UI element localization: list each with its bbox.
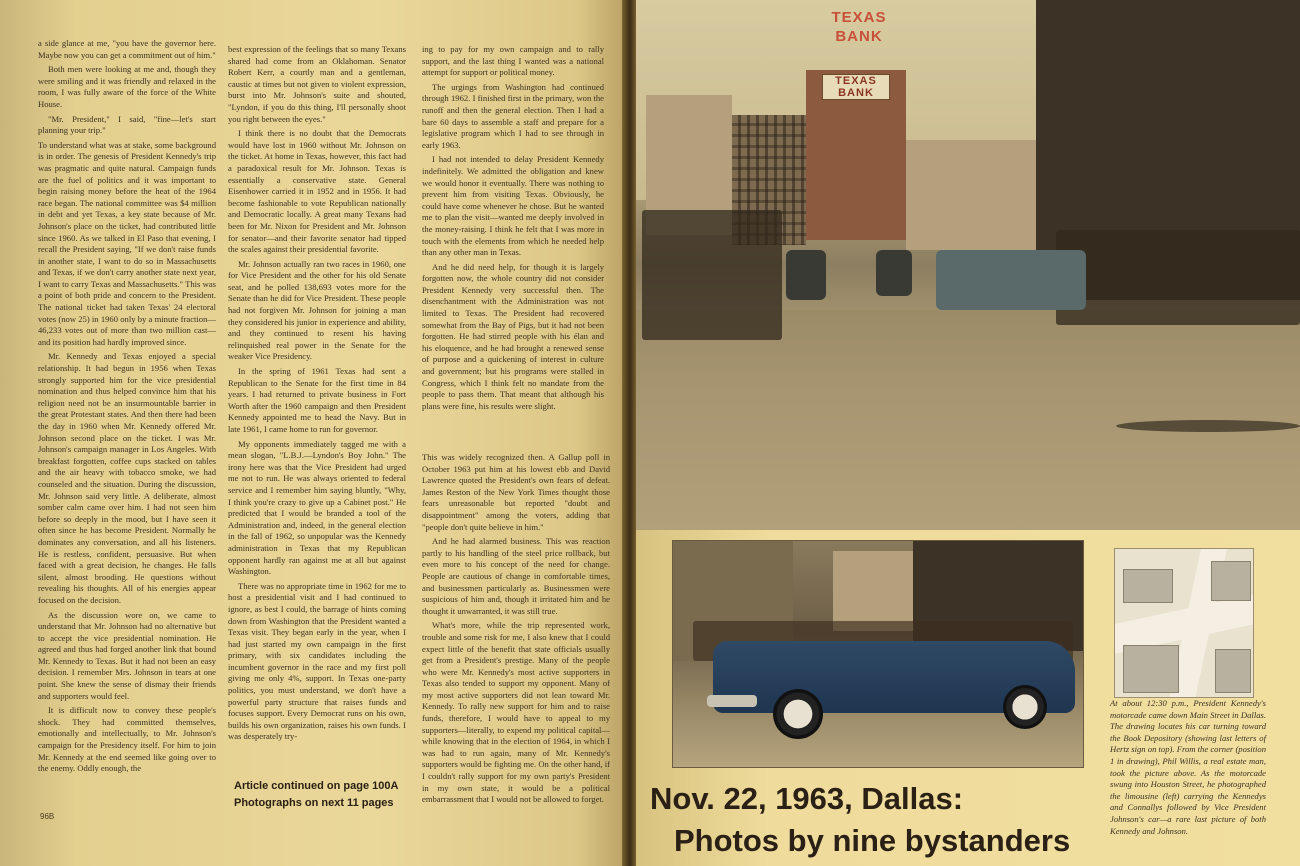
- building-block: [1123, 569, 1173, 603]
- sign-line: BANK: [835, 28, 883, 45]
- text-column-3: [422, 44, 604, 444]
- building: [833, 551, 913, 631]
- paragraph: "Mr. President," I said, "fine—let's start planning your trip.": [38, 113, 216, 136]
- paragraph: Mr. Kennedy and Texas enjoyed a special relationship. It had begun in 1956 when Texas strongly supported him for the vice presidential nomination and thus helped convince him that his religion need not be an insurmountable barrier in the great Protestant states. And then there had been the day in 1960 when Mr. Kennedy offered Mr. Johnson second place on the ticket. I was Mr. Johnson's campaign manager in Los Angeles. With breakfast forgotten, coffee cups stacked on tables and the air heavy with tobacco smoke, we had counseled and the situation. During the discussion, Mr. Johnson said very little. A deliberate, almost somber calm came over him. I had not seen him before so deeply in the mood, but I have seen it often since he has become President. Normally he dominates any conversation, and all his listeners. He is restless, confident, persuasive. But when faced with a great decision, he changes. He falls silent, almost brooding. He questions without revealing his thoughts. All of his energies appear focused on the decision.: [38, 351, 216, 605]
- paragraph: As the discussion wore on, we came to understand that Mr. Johnson had no alternative but to accept the vice presidential nomination. He agreed and thus had forged another link that bound Mr. Kennedy to Texas. But it had not been an easy decision. I remember Mrs. Johnson in tears at one point. She knew the sense of dismay their friends and supporters would feel.: [38, 609, 216, 701]
- paragraph: Mr. Johnson actually ran two races in 1960, one for Vice President and the other for his old Senate seat, and he polled 138,693 votes more for the Senate than he did for Vice President. These people had not forgiven Mr. Johnson for joining a man they considered his junior in experience and ability, and they continued to resent his having relinquished real power in the Senate for the weaker Vice Presidency.: [228, 258, 406, 362]
- continuation-note: [234, 778, 424, 812]
- car: [936, 250, 1086, 310]
- paragraph: I had not intended to delay President Kennedy indefinitely. We admitted the obligation and knew we would honor it eventually. There was nothing to prevent him from visiting Texas. Obviously, he could have come whenever he chose. But he wanted me to plan the visit—wanted me deeply involved in the money-raising. I think he felt that I was more in touch with the elements from which he needed help than any other man in Texas.: [422, 154, 604, 258]
- right-page: [636, 0, 1300, 866]
- texas-bank-building-sign: TEXAS BANK: [822, 74, 890, 100]
- motorcycle: [876, 250, 912, 296]
- paragraph: There was no appropriate time in 1962 for me to host a presidential visit and I had continued to ignore, as best I could, the barrage of hints coming down from Washington that the President wanted a Texas visit. They began early in the year, when I had just started my own campaign in the first primary, with six candidates including the incumbent governor in the race and my first poll giving me only 4%, support. In Texas one-party politics, you must understand, we don't have a powerful party structure that raises funds and focuses support. Every Democrat runs on his own, builds his own organization, raises his own funds. I was desperately try-: [228, 580, 406, 742]
- paragraph: And he had alarmed business. This was reaction partly to his handling of the steel price rollback, but even more to his concept of the need for change. People are cautious of change in comfortable times, and businessmen particularly as. Businessmen were suspicious of him and, though it irritated him and he thought it unwarranted, it was still true.: [422, 536, 610, 616]
- paragraph: I think there is no doubt that the Democrats would have lost in 1960 without Mr. Johnson on the ticket. At home in Texas, however, this fact had a paradoxical result for Mr. Johnson. Texas is essentially a conservative state. General Eisenhower carried it in 1952 and in 1956. It had become fashionable to vote Republican nationally and Democratic locally. A great many Texans had been for Mr. Nixon for President and Mr. Johnson for senator—and their favorite senator had tipped the scales against their presidential favorite.: [228, 128, 406, 255]
- continued-line: Article continued on page 100A: [234, 780, 399, 792]
- page-number: 96B: [40, 812, 55, 821]
- wheel: [773, 689, 823, 739]
- street-photo: [636, 0, 1300, 530]
- headline-line-2: Photos by nine bystanders: [674, 823, 1071, 858]
- paragraph: a side glance at me, "you have the governor here. Maybe now you can get a commitment out of him.": [38, 38, 216, 60]
- headline-line-1: Nov. 22, 1963, Dallas:: [650, 781, 964, 816]
- building-block: [1215, 649, 1251, 693]
- text-column-1: [38, 38, 216, 828]
- building-center: [906, 140, 1036, 250]
- paragraph: It is difficult now to convey these people's shock. They had committed themselves, emotionally and intellectually, to Mr. Johnson's campaign for the Presidency itself. For him to join Mr. Kennedy at the end seemed like going over to the enemy. Oddly enough, the: [38, 705, 216, 774]
- photo-caption: At about 12:30 p.m., President Kennedy's motorcade came down Main Street in Dallas. The drawing locates his car turning toward the Book Depository (showing last letters of Hertz sign on top). From the corner (position 1 in drawing), Phil Willis, a real estate man, took the picture above. As the motorcade swung into Houston Street, he photographed the limousine (left) carrying the Kennedys and Connallys followed by Vice President Johnson's car—a rare last picture of both Kennedy and Johnson.: [1110, 698, 1266, 836]
- paragraph: My opponents immediately tagged me with a mean slogan, "L.B.J.—Lyndon's Boy John." The irony here was that the Vice President had urged me not to run. He was always oriented to federal service and I remember him saying bluntly, "Why, I think you're crazy to give up a Cabinet post." He predicted that I would be branded a tool of the Administration and, indeed, in the general election in the fall of 1962, so unpopular was the Kennedy administration in Texas that my Republican opponent hardly ran against me at all but against Washington.: [228, 438, 406, 577]
- building-block: [1211, 561, 1251, 601]
- location-diagram: [1114, 548, 1254, 698]
- paragraph: In the spring of 1961 Texas had sent a Republican to the Senate for the first time in 84 years. I had returned to private business in Fort Worth after the 1960 campaign and then President Kennedy appointed me to head the Navy. But in late 1961, I came home to run for governor.: [228, 366, 406, 434]
- bumper: [707, 695, 757, 707]
- crowd-left: [642, 210, 782, 340]
- paragraph: To understand what was at stake, some background is in order. The genesis of President Kennedy's trip was pragmatic and quite natural. Campaign funds are the fuel of politics and it was important to begin raising money before the heat of the 1964 race began. The national committee was $4 million in debt and yet Texas, a key state because of Mr. Johnson's place on the ticket, had contributed little since 1960. As we talked in El Paso that evening, I recall the President saying, "If we don't raise funds in another state, I want to do so in Massachusetts and Texas, if we don't carry another state next year, I want to carry Texas and Massachusetts." This was a point of both pride and concern to the President. The national ticket had taken Texas' 24 electoral votes (now 25) in 1960 only by a minute fraction—46,233 votes out of more than two million cast—and its position had hardly improved since.: [38, 139, 216, 347]
- motorcycle: [786, 250, 826, 300]
- photographs-line: Photographs on next 11 pages: [234, 797, 394, 809]
- paragraph: This was widely recognized then. A Gallup poll in October 1963 put him at his lowest ebb and David Lawrence quoted the President's own fears of defeat. James Reston of the New York Times thought those fears unreasonable but reported "doubt and disappointment" among the voters, adding that "people don't quite believe in him.": [422, 452, 610, 532]
- text-column-2: [228, 44, 406, 776]
- headline: [650, 778, 1110, 862]
- wheel: [1003, 685, 1047, 729]
- sign-line: TEXAS: [831, 9, 887, 26]
- texas-bank-sign-top: [824, 8, 894, 46]
- limousine-photo: [672, 540, 1084, 768]
- paragraph: best expression of the feelings that so many Texans shared had come from an Oklahoman. Senator Robert Kerr, a courtly man and a gentleman, caustic at times but not given to violent expression, burst into Mr. Johnson's suite and shouted, "Lyndon, if you do this thing, I'll personally shoot you right between the eyes.": [228, 44, 406, 124]
- paragraph: What's more, while the trip represented work, trouble and some risk for me, I also knew that I could expect little of the benefit that state officials usually get from a President's prestige. Many of the people who were Mr. Kennedy's most active supporters in Texas also tended to support my opponent. Many of my most active supporters did not lean toward Mr. Kennedy. To rally new support for him and to raise funds, therefore, I would have to appeal to my supporters—literally, to expend my political capital—while knowing that in the election of 1964, in which I was had to run again, many of Mr. Kennedy's supporters would be fighting me. On the other hand, if I couldn't rally support for my own party's President in my own state, it would be a political embarrassment that I would not be allowed to forget.: [422, 620, 610, 805]
- shadow: [1116, 420, 1300, 432]
- paragraph: Both men were looking at me and, though they were smiling and it was friendly and relaxed in the room, I was fully aware of the force of the White House.: [38, 64, 216, 109]
- text-column-4-body: [422, 452, 610, 832]
- paragraph: ing to pay for my own campaign and to rally support, and the last thing I wanted was a national attempt for support or political money.: [422, 44, 604, 78]
- paragraph: The urgings from Washington had continued through 1962. I finished first in the primary, won the runoff and then the general election. Then I had a bare 60 days to assemble a staff and prepare for a legislative program which I had to see through in early 1963.: [422, 81, 604, 150]
- building-block: [1123, 645, 1179, 693]
- paragraph: And he did need help, for though it is largely forgotten now, the whole country did not consider President Kennedy very successful then. The disenchantment with the Administration was not limited to Texas. The President had recovered somewhat from the Bay of Pigs, but it had not been forgotten. He had stirred people with his élan and his eloquence, and he had brought a renewed sense of purpose and a quickening of interest in culture and government; but his programs were stalled in Congress, which I think felt no mandate from the people to pass them. That meant that although his plans were fine, his results were slight.: [422, 261, 604, 411]
- crowd-right: [1056, 230, 1300, 325]
